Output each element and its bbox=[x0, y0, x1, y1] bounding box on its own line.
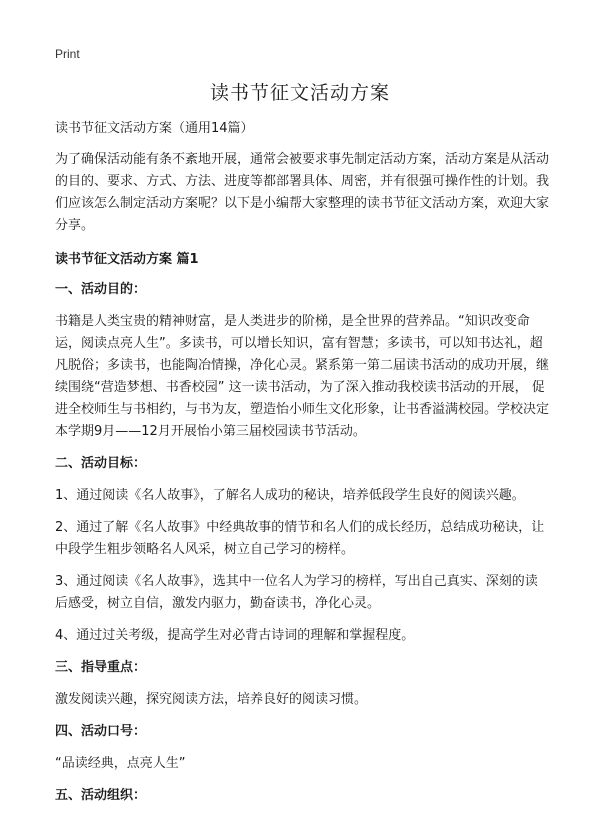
section-heading-purpose: 一、活动目的： bbox=[55, 282, 147, 297]
document-subtitle: 读书节征文活动方案（通用14篇） bbox=[55, 121, 254, 136]
section-heading-guidance: 三、指导重点： bbox=[55, 660, 147, 675]
purpose-paragraph: 书籍是人类宝贵的精神财富，是人类进步的阶梯，是全世界的营养品。“知识改变命运，阅读点亮人生”。多读书，可以增长知识，富有智慧；多读书，可以知书达礼，超凡脱俗；多读书，也能陶冶情操，净化心灵。紧系第一第二届读书活动的成功开展，继续围绕“营造梦想、书香校园” 这一读书活动，为了深入推动我校读书活动的开展， 促进全校师生与书相约，与书为友，塑造怡小师生文化形象，让书香溢满校园。学校决定本学期9月——12月开展怡小第三届校园读书节活动。 bbox=[55, 314, 550, 439]
guidance-paragraph: 激发阅读兴趣，探究阅读方法，培养良好的阅读习惯。 bbox=[55, 692, 368, 707]
goal-item-4: 4、通过过关考级，提高学生对必背古诗词的理解和掌握程度。 bbox=[55, 628, 415, 643]
print-link[interactable]: Print bbox=[55, 47, 80, 61]
section-heading-goals: 二、活动目标： bbox=[55, 456, 147, 471]
goal-item-1: 1、通过阅读《名人故事》，了解名人成功的秘诀，培养低段学生良好的阅读兴趣。 bbox=[55, 488, 525, 503]
document-body bbox=[55, 118, 550, 817]
section-heading-organization: 五、活动组织： bbox=[55, 788, 147, 803]
goal-item-3: 3、通过阅读《名人故事》，选其中一位名人为学习的榜样，写出自己真实、深刻的读后感受，树立自信，激发内驱力，勤奋读书，净化心灵。 bbox=[55, 574, 538, 611]
article-heading: 读书节征文活动方案 篇1 bbox=[55, 252, 199, 267]
goal-item-2: 2、通过了解《名人故事》中经典故事的情节和名人们的成长经历，总结成功秘诀，让中段学生粗步领略名人风采，树立自己学习的榜样。 bbox=[55, 520, 545, 557]
section-heading-slogan: 四、活动口号： bbox=[55, 724, 147, 739]
slogan-paragraph: “品读经典，点亮人生” bbox=[55, 756, 186, 771]
intro-paragraph: 为了确保活动能有条不紊地开展，通常会被要求事先制定活动方案，活动方案是从活动的目的、要求、方式、方法、进度等都部署具体、周密，并有很强可操作性的计划。我们应该怎么制定活动方案呢？以下是小编帮大家整理的读书节征文活动方案，欢迎大家分享。 bbox=[55, 152, 550, 233]
document-title: 读书节征文活动方案 bbox=[209, 82, 390, 104]
